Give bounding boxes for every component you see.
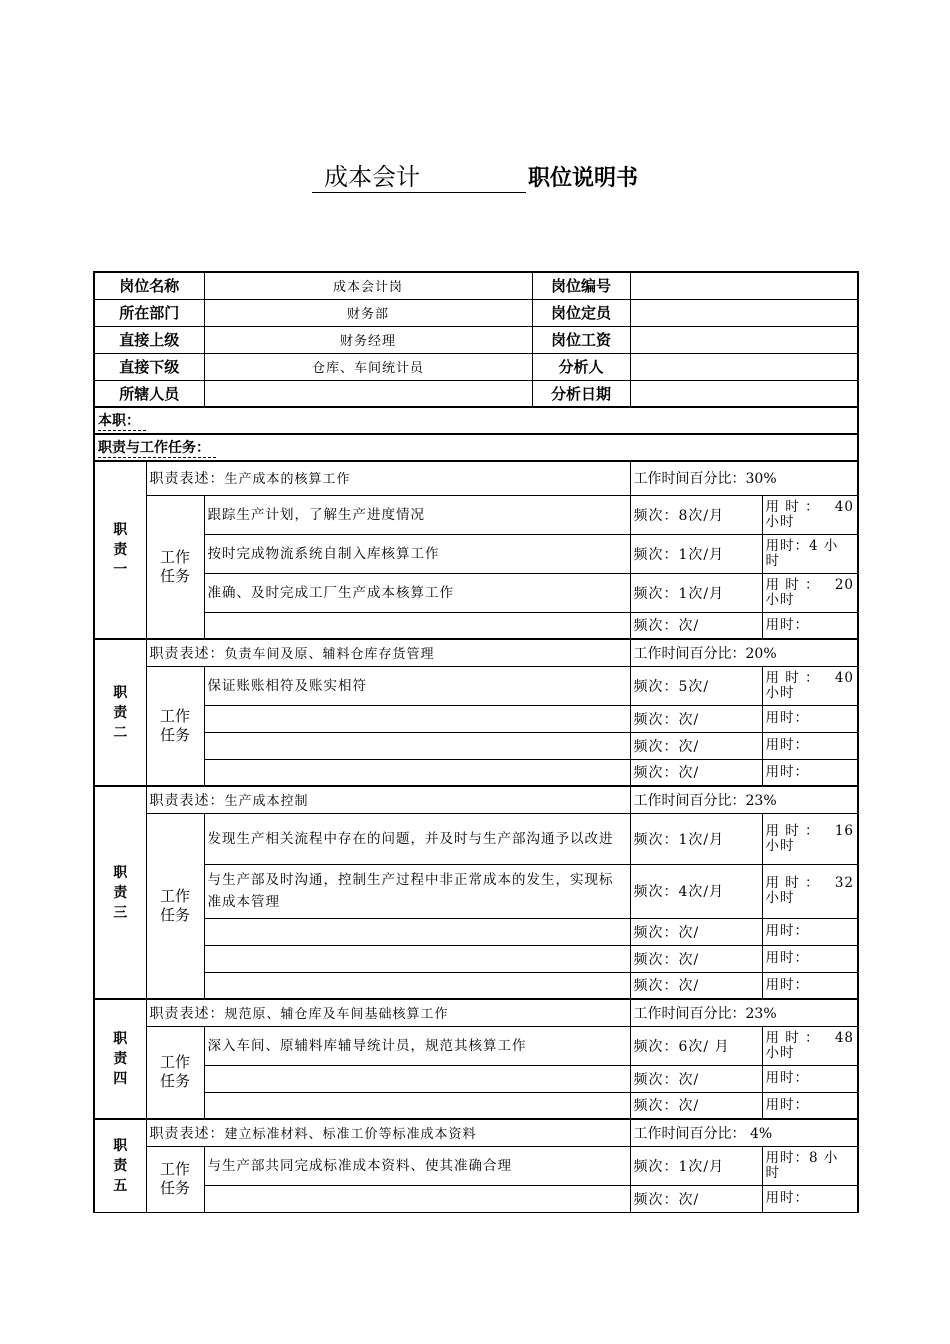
- task-text: 发现生产相关流程中存在的问题，并及时与生产部沟通予以改进: [204, 813, 630, 864]
- duty-name: [94, 786, 146, 999]
- task-frequency: 频次：1次/月: [630, 813, 762, 864]
- task-frequency: 频次：次/: [630, 759, 762, 786]
- task-time-unit: 小时: [765, 1044, 795, 1061]
- duty-name-char: 二: [113, 724, 128, 741]
- task-time: [762, 759, 858, 786]
- duty-name-char: 三: [113, 904, 128, 921]
- task-time-label: 用 时 ：: [765, 576, 820, 593]
- task-row: [94, 732, 858, 759]
- task-tag-line: 任务: [160, 566, 191, 585]
- task-time-line: [766, 1031, 855, 1046]
- task-frequency: 频次：4次/月: [630, 864, 762, 918]
- section-label: 职责与工作任务：: [98, 437, 216, 458]
- task-time-label: 用时：: [765, 737, 810, 753]
- duty-name-char: 职: [113, 1031, 128, 1047]
- task-text: 深入车间、原辅料库辅导统计员，规范其核算工作: [204, 1026, 630, 1065]
- task-time: [762, 534, 858, 573]
- task-time-hours: 40: [834, 498, 855, 515]
- field-label: 直接下级: [94, 353, 204, 380]
- field-label: 岗位定员: [532, 299, 630, 326]
- time-percentage: 工作时间百分比：23%: [630, 999, 858, 1026]
- task-time: [762, 1092, 858, 1119]
- task-time-label: 用时：: [765, 1190, 810, 1206]
- duty-description: [146, 786, 630, 813]
- task-tag: [146, 1146, 204, 1212]
- task-time-line: [766, 1151, 855, 1166]
- task-time-label: 用时：4 小: [765, 537, 839, 554]
- duty-name-char: 职: [113, 1137, 128, 1154]
- duty-description: [146, 1119, 630, 1146]
- field-label: 分析人: [532, 353, 630, 380]
- task-time: [762, 1065, 858, 1092]
- section-header: [94, 434, 858, 461]
- task-time-line: [766, 500, 855, 515]
- task-text: 准确、及时完成工厂生产成本核算工作: [204, 573, 630, 612]
- task-text: [204, 759, 630, 786]
- duty-desc-row: [94, 1119, 858, 1146]
- task-time-label: 用时：: [765, 976, 810, 993]
- task-row: [94, 813, 858, 864]
- task-time-unit: 时: [765, 552, 781, 569]
- task-row: [94, 918, 858, 945]
- task-text: 保证账账相符及账实相符: [204, 666, 630, 705]
- task-time: [762, 1185, 858, 1212]
- task-text: [204, 918, 630, 945]
- task-frequency: 频次：6次/ 月: [630, 1026, 762, 1065]
- header-row: [94, 353, 858, 380]
- field-value: 成本会计岗: [204, 272, 532, 299]
- field-value: 仓库、车间统计员: [204, 353, 532, 380]
- task-time-line: [766, 711, 855, 726]
- header-row: [94, 326, 858, 353]
- task-row: [94, 666, 858, 705]
- task-text: 按时完成物流系统自制入库核算工作: [204, 534, 630, 573]
- task-text: [204, 1185, 630, 1212]
- duty-desc-row: [94, 461, 858, 495]
- task-frequency: 频次：次/: [630, 732, 762, 759]
- duty-name: [94, 639, 146, 786]
- duty-name-char: 职: [113, 684, 128, 701]
- field-value: [630, 299, 858, 326]
- task-frequency: 频次：1次/月: [630, 1146, 762, 1185]
- task-row: [94, 972, 858, 999]
- desc-text: 生产成本的核算工作: [224, 472, 351, 488]
- task-time-label: 用时：: [765, 1070, 810, 1086]
- header-row: [94, 272, 858, 299]
- duty-desc-row: [94, 639, 858, 666]
- task-frequency: 频次：次/: [630, 1092, 762, 1119]
- time-percentage: 工作时间百分比：30%: [630, 461, 858, 495]
- duty-desc-row: [94, 786, 858, 813]
- task-time: [762, 813, 858, 864]
- task-frequency: 频次：次/: [630, 972, 762, 999]
- task-tag-line: 任务: [160, 725, 191, 744]
- task-time-unit: 小时: [765, 591, 795, 608]
- desc-prefix: 职责表述：: [149, 471, 225, 488]
- desc-text: 建立标准材料、标准工价等标准成本资料: [224, 1126, 477, 1142]
- task-time-label: 用时：: [765, 616, 810, 633]
- task-frequency: 频次：5次/: [630, 666, 762, 705]
- field-value: 财务经理: [204, 326, 532, 353]
- duty-name-char: 责: [113, 884, 128, 901]
- desc-text: 生产成本控制: [224, 793, 309, 809]
- task-tag: [146, 1026, 204, 1119]
- task-row: [94, 1146, 858, 1185]
- duty-name-char: 一: [113, 562, 128, 578]
- desc-text: 规范原、辅仓库及车间基础核算工作: [224, 1006, 449, 1022]
- task-time: [762, 573, 858, 612]
- task-time-label: 用时：: [765, 763, 810, 780]
- task-time-line: [766, 924, 855, 939]
- field-label: 分析日期: [532, 380, 630, 407]
- task-time-line: [766, 738, 855, 753]
- task-time-label: 用 时 ：: [765, 669, 820, 686]
- task-time-label: 用 时 ：: [765, 875, 820, 891]
- task-time-label: 用时：: [765, 923, 810, 939]
- task-time: [762, 945, 858, 972]
- task-row: [94, 1185, 858, 1212]
- section-label: 本职：: [98, 410, 146, 431]
- section-row: [94, 407, 858, 434]
- task-frequency: 频次：次/: [630, 918, 762, 945]
- task-text: [204, 612, 630, 639]
- duty-description: [146, 999, 630, 1026]
- task-time-line: [766, 1098, 855, 1113]
- doc-type-title: 职位说明书: [527, 166, 638, 191]
- task-tag-line: 工作: [160, 1053, 191, 1072]
- duty-name: [94, 461, 146, 639]
- field-label: 岗位名称: [94, 272, 204, 299]
- duty-description: [146, 461, 630, 495]
- desc-prefix: 职责表述：: [149, 1005, 225, 1022]
- task-frequency: 频次：次/: [630, 945, 762, 972]
- task-time-line: [766, 539, 855, 554]
- task-time-label: 用 时 ：: [765, 1029, 820, 1046]
- field-label: 所在部门: [94, 299, 204, 326]
- task-text: [204, 1065, 630, 1092]
- document-title: [0, 162, 950, 194]
- task-time: [762, 705, 858, 732]
- task-time: [762, 864, 858, 918]
- time-percentage: 工作时间百分比：20%: [630, 639, 858, 666]
- field-label: 所辖人员: [94, 380, 204, 407]
- duty-name-char: 五: [113, 1177, 128, 1194]
- duty-name-char: 四: [113, 1071, 128, 1087]
- task-tag-line: 工作: [160, 886, 191, 905]
- task-time: [762, 666, 858, 705]
- task-time-line: [766, 578, 855, 593]
- desc-text: 负责车间及原、辅料仓库存货管理: [224, 646, 435, 662]
- duty-name-char: 责: [113, 1051, 128, 1067]
- duty-description: [146, 639, 630, 666]
- task-time-line: [766, 618, 855, 633]
- task-time-line: [766, 765, 855, 780]
- duty-name: [94, 1119, 146, 1212]
- task-row: [94, 1065, 858, 1092]
- task-row: [94, 864, 858, 918]
- task-tag-line: 工作: [160, 547, 191, 566]
- task-time-line: [766, 951, 855, 966]
- task-row: [94, 573, 858, 612]
- task-time-label: 用时：: [765, 1096, 810, 1113]
- task-time: [762, 972, 858, 999]
- duty-name-char: 责: [113, 1157, 128, 1174]
- time-percentage: 工作时间百分比： 4%: [630, 1119, 858, 1146]
- time-percentage: 工作时间百分比：23%: [630, 786, 858, 813]
- field-value: [630, 380, 858, 407]
- task-text: [204, 732, 630, 759]
- task-tag: [146, 666, 204, 786]
- task-time-hours: 40: [834, 669, 855, 686]
- task-time-line: [766, 1191, 855, 1206]
- task-row: [94, 612, 858, 639]
- task-time-label: 用时：8 小: [765, 1149, 839, 1166]
- task-time: [762, 1146, 858, 1185]
- task-tag: [146, 495, 204, 639]
- task-tag-line: 工作: [160, 706, 191, 725]
- field-value: [630, 353, 858, 380]
- field-label: 直接上级: [94, 326, 204, 353]
- task-time-unit: 小时: [765, 513, 795, 530]
- task-tag-line: 工作: [160, 1160, 191, 1178]
- task-row: [94, 705, 858, 732]
- task-frequency: 频次：1次/月: [630, 573, 762, 612]
- task-time-line: [766, 671, 855, 686]
- task-text: [204, 1092, 630, 1119]
- desc-prefix: 职责表述：: [149, 792, 225, 809]
- task-text: [204, 972, 630, 999]
- task-tag-line: 任务: [160, 1179, 191, 1197]
- task-row: [94, 945, 858, 972]
- task-time-unit: 时: [765, 1164, 781, 1181]
- task-tag-line: 任务: [160, 905, 191, 924]
- task-text: 与生产部共同完成标准成本资料、使其准确合理: [204, 1146, 630, 1185]
- task-time-label: 用时：: [765, 950, 810, 966]
- task-text: [204, 705, 630, 732]
- task-row: [94, 1026, 858, 1065]
- duty-desc-row: [94, 999, 858, 1026]
- task-row: [94, 534, 858, 573]
- task-time-hours: 48: [834, 1029, 855, 1046]
- desc-prefix: 职责表述：: [149, 645, 225, 662]
- desc-prefix: 职责表述：: [149, 1125, 225, 1142]
- task-frequency: 频次：8次/月: [630, 495, 762, 534]
- task-time-hours: 20: [834, 576, 855, 593]
- task-row: [94, 1092, 858, 1119]
- section-header: [94, 407, 858, 434]
- task-time-label: 用时：: [765, 710, 810, 726]
- task-time-unit: 小时: [765, 837, 795, 854]
- task-time-line: [766, 978, 855, 993]
- task-time-hours: 16: [834, 822, 855, 839]
- task-time-line: [766, 824, 855, 839]
- task-time: [762, 732, 858, 759]
- task-time: [762, 612, 858, 639]
- field-value: [630, 272, 858, 299]
- duty-name: [94, 999, 146, 1119]
- task-time-label: 用 时 ：: [765, 498, 820, 515]
- duty-name-char: 责: [113, 542, 128, 558]
- task-text: 与生产部及时沟通，控制生产过程中非正常成本的发生，实现标准成本管理: [204, 864, 630, 918]
- task-time: [762, 918, 858, 945]
- section-row: [94, 434, 858, 461]
- task-time: [762, 495, 858, 534]
- field-label: 岗位编号: [532, 272, 630, 299]
- task-time-line: [766, 1071, 855, 1086]
- field-value: [204, 380, 532, 407]
- duty-name-char: 职: [113, 522, 128, 538]
- duty-name-char: 职: [113, 864, 128, 881]
- task-time-label: 用 时 ：: [765, 822, 820, 839]
- task-time-unit: 小时: [765, 890, 795, 906]
- task-tag: [146, 813, 204, 999]
- task-frequency: 频次：1次/月: [630, 534, 762, 573]
- task-frequency: 频次：次/: [630, 1065, 762, 1092]
- task-text: 跟踪生产计划，了解生产进度情况: [204, 495, 630, 534]
- task-row: [94, 495, 858, 534]
- field-label: 岗位工资: [532, 326, 630, 353]
- task-time-unit: 小时: [765, 684, 795, 701]
- task-text: [204, 945, 630, 972]
- task-time-hours: 32: [834, 875, 855, 891]
- task-row: [94, 759, 858, 786]
- task-frequency: 频次：次/: [630, 1185, 762, 1212]
- header-row: [94, 380, 858, 407]
- task-frequency: 频次：次/: [630, 612, 762, 639]
- duty-name-char: 责: [113, 704, 128, 721]
- task-frequency: 频次：次/: [630, 705, 762, 732]
- task-tag-line: 任务: [160, 1072, 191, 1091]
- field-value: [630, 326, 858, 353]
- header-row: [94, 299, 858, 326]
- job-description-table: [93, 271, 859, 1213]
- position-title: 成本会计: [312, 162, 526, 193]
- task-time-line: [766, 876, 855, 891]
- field-value: 财务部: [204, 299, 532, 326]
- task-time: [762, 1026, 858, 1065]
